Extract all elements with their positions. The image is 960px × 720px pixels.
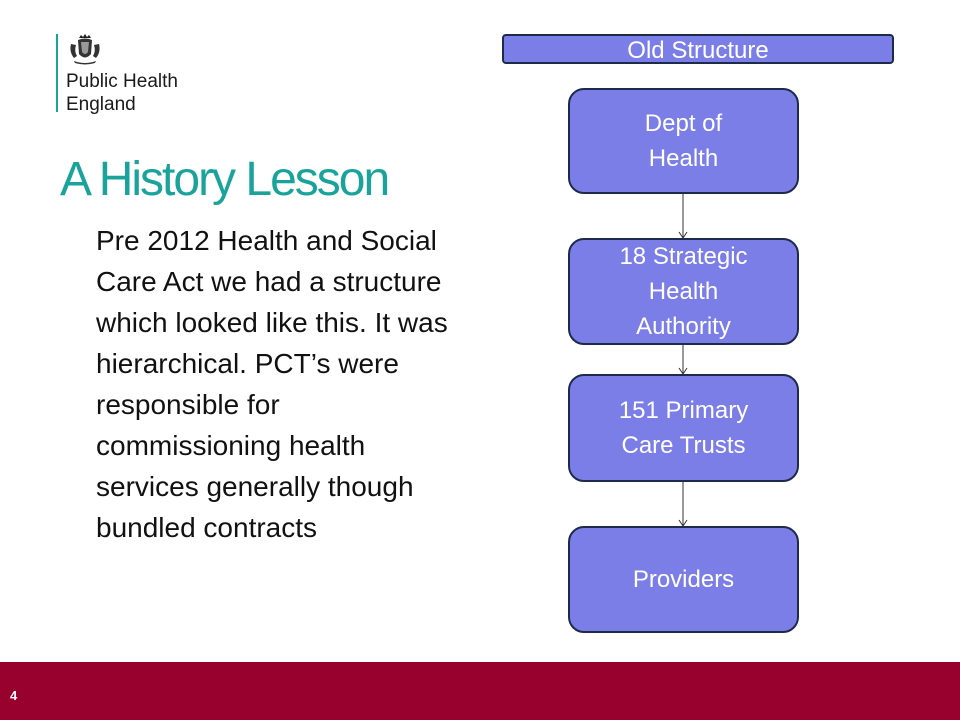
royal-crest-icon [68,34,102,66]
node-dept-of-health [568,88,799,194]
edge-sha-pct [679,345,687,374]
node-label: 151 Primary Care Trusts [618,397,749,459]
node-label: Dept of Health [644,110,723,172]
logo-divider [56,34,58,112]
slide-title: A History Lesson [60,153,389,206]
logo-wordmark: Public Health England [66,71,178,115]
node-strategic-health-authority [568,238,799,345]
phe-logo [56,34,226,114]
node-label: 18 Strategic Health Authority [619,243,748,340]
edge-pct-prov [679,482,687,526]
slide-number: 4 [10,688,18,703]
slide-body-text: Pre 2012 Health and Social Care Act we had a structure which looked like this. It was hierarchical. PCT’s were responsible for commissioning health services generally though bundled contracts [96,225,448,543]
footer-bar [0,662,960,720]
diagram-header: Old Structure [502,34,894,64]
node-primary-care-trusts [568,374,799,482]
node-label: Providers [632,566,735,593]
edge-dept-sha [679,194,687,238]
node-providers [568,526,799,633]
